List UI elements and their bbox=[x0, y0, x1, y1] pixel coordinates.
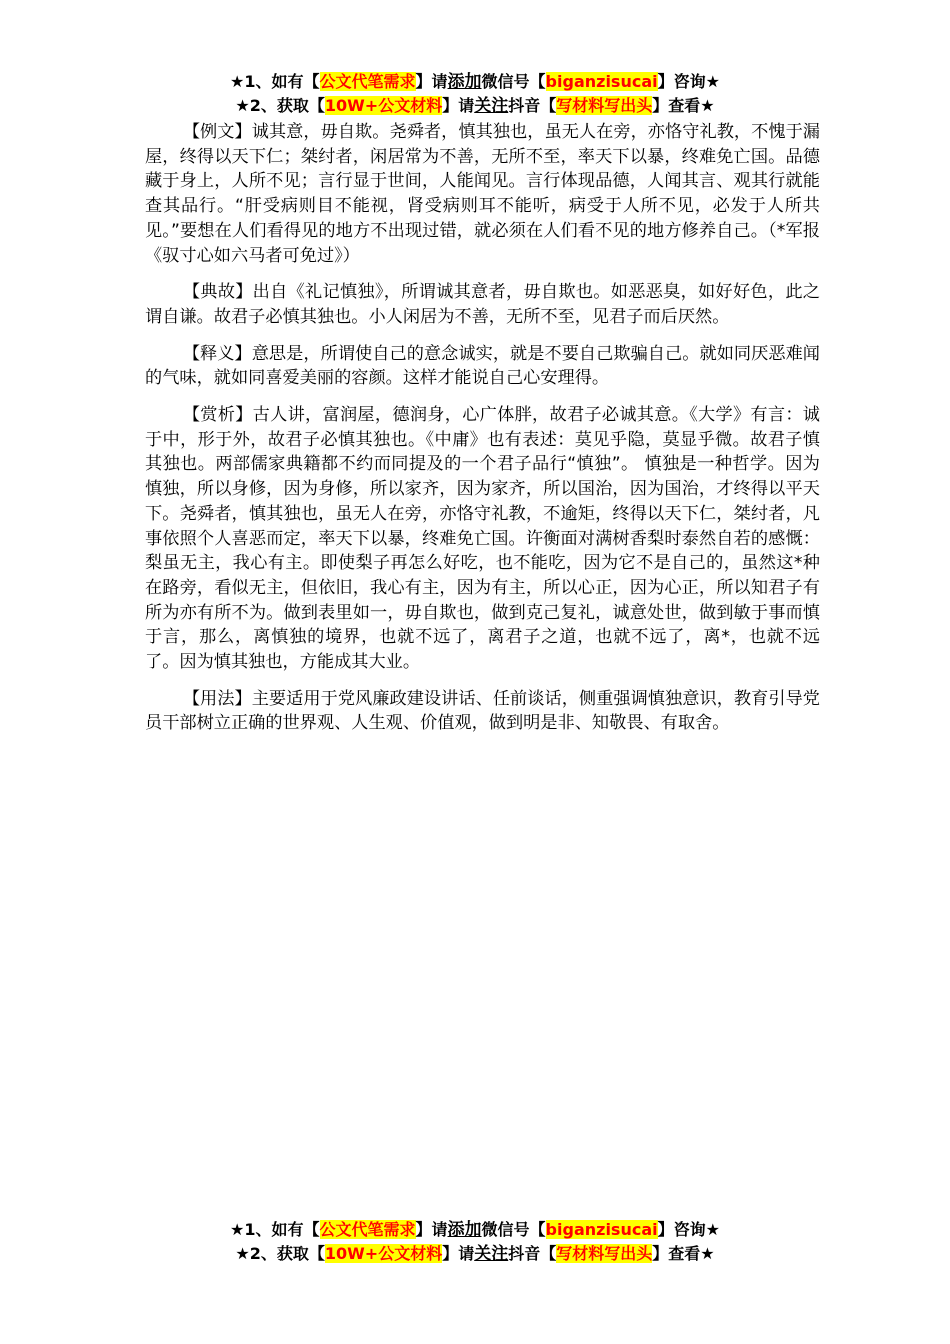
promo-douyin-id: 写材料写出头 bbox=[556, 1244, 653, 1263]
promo-emphasis: 关注 bbox=[474, 1244, 509, 1264]
promo-highlight: 10W+公文材料 bbox=[324, 1244, 443, 1263]
promo-line-2 bbox=[0, 94, 950, 118]
bottom-promo-footer bbox=[0, 1218, 950, 1266]
promo-text: ★1、如有【 bbox=[230, 1220, 320, 1239]
promo-text: 】咨询★ bbox=[657, 1220, 720, 1239]
paragraph-usage: 【用法】主要适用于党风廉政建设讲话、任前谈话，侧重强调慎独意识，教育引导党员干部树立正确的世界观、人生观、价值观，做到明是非、知敬畏、有取舍。 bbox=[145, 688, 820, 734]
promo-douyin-id: 写材料写出头 bbox=[556, 96, 653, 115]
promo-line-1 bbox=[0, 70, 950, 94]
promo-text: 抖音【 bbox=[508, 96, 557, 115]
paragraph-appreciation: 【赏析】古人讲，富润屋，德润身，心广体胖，故君子必诚其意。《大学》有言：诚于中，形于外，故君子必慎其独也。《中庸》也有表述：莫见乎隐，莫显乎微。故君子慎其独也。两部儒家典籍都不约而同提及的一个君子品行“慎独”。 慎独是一种哲学。因为慎独，所以身修，因为身修，所以家齐，因为家齐，所以国治，因为国治，才终得以平天下。尧舜者，慎其独也，虽无人在旁，亦恪守礼教，不逾矩，终得以天下仁，桀纣者，凡事依照个人喜恶而定，率天下以暴，终难免亡国。许衡面对满树香梨时泰然自若的感慨：梨虽无主，我心有主。即使梨子再怎么好吃，也不能吃，因为它不是自己的，虽然这*种在路旁，看似无主，但依旧，我心有主，因为有主，所以心正，因为心正，所以知君子有所为亦有所不为。做到表里如一，毋自欺也，做到克己复礼，诚意处世，做到敏于事而慎于言，那么，离慎独的境界，也就不远了，离君子之道，也就不远了，离*，也就不远了。因为慎其独也，方能成其大业。 bbox=[145, 405, 820, 673]
paragraph-example: 【例文】诚其意，毋自欺。尧舜者，慎其独也，虽无人在旁，亦恪守礼教，不愧于漏屋，终得以天下仁；桀纣者，闲居常为不善，无所不至，率天下以暴，终难免亡国。品德藏于身上，人所不见；言行显于世间，人能闻见。言行体现品德，人闻其言、观其行就能查其品行。“肝受病则目不能视，肾受病则耳不能听，病受于人所不见，必发于人所共见。”要想在人们看得见的地方不出现过错，就必须在人们看不见的地方修养自己。（*军报《驭寸心如六马者可免过》） bbox=[145, 122, 820, 266]
promo-text: 】请 bbox=[415, 1220, 448, 1239]
promo-text: 】请 bbox=[442, 1244, 475, 1263]
paragraph-allusion: 【典故】出自《礼记慎独》，所谓诚其意者，毋自欺也。如恶恶臭，如好好色，此之谓自谦。故君子必慎其独也。小人闲居为不善，无所不至，见君子而后厌然。 bbox=[145, 282, 820, 327]
promo-line-2 bbox=[0, 1242, 950, 1266]
promo-emphasis: 关注 bbox=[474, 96, 509, 116]
promo-text: 】查看★ bbox=[652, 1244, 715, 1263]
promo-emphasis: 添加 bbox=[447, 72, 482, 92]
promo-text: 抖音【 bbox=[508, 1244, 557, 1263]
promo-highlight: 10W+公文材料 bbox=[324, 96, 443, 115]
top-promo-header bbox=[0, 70, 950, 118]
promo-emphasis: 添加 bbox=[447, 1220, 482, 1240]
promo-highlight: 公文代笔需求 bbox=[319, 1220, 416, 1239]
promo-text: 】请 bbox=[442, 96, 475, 115]
promo-text: ★2、获取【 bbox=[235, 1244, 325, 1263]
promo-wechat-id: biganzisucai bbox=[545, 72, 658, 91]
promo-text: 】请 bbox=[415, 72, 448, 91]
promo-wechat-id: biganzisucai bbox=[545, 1220, 658, 1239]
document-body bbox=[145, 120, 820, 748]
promo-line-1 bbox=[0, 1218, 950, 1242]
promo-text: 】查看★ bbox=[652, 96, 715, 115]
paragraph-meaning: 【释义】意思是，所谓使自己的意念诚实，就是不要自己欺骗自己。就如同厌恶难闻的气味，就如同喜爱美丽的容颜。这样才能说自己心安理得。 bbox=[145, 343, 820, 389]
promo-text: ★1、如有【 bbox=[230, 72, 320, 91]
promo-text: 】咨询★ bbox=[657, 72, 720, 91]
promo-highlight: 公文代笔需求 bbox=[319, 72, 416, 91]
promo-text: 微信号【 bbox=[481, 1220, 546, 1239]
promo-text: 微信号【 bbox=[481, 72, 546, 91]
promo-text: ★2、获取【 bbox=[235, 96, 325, 115]
